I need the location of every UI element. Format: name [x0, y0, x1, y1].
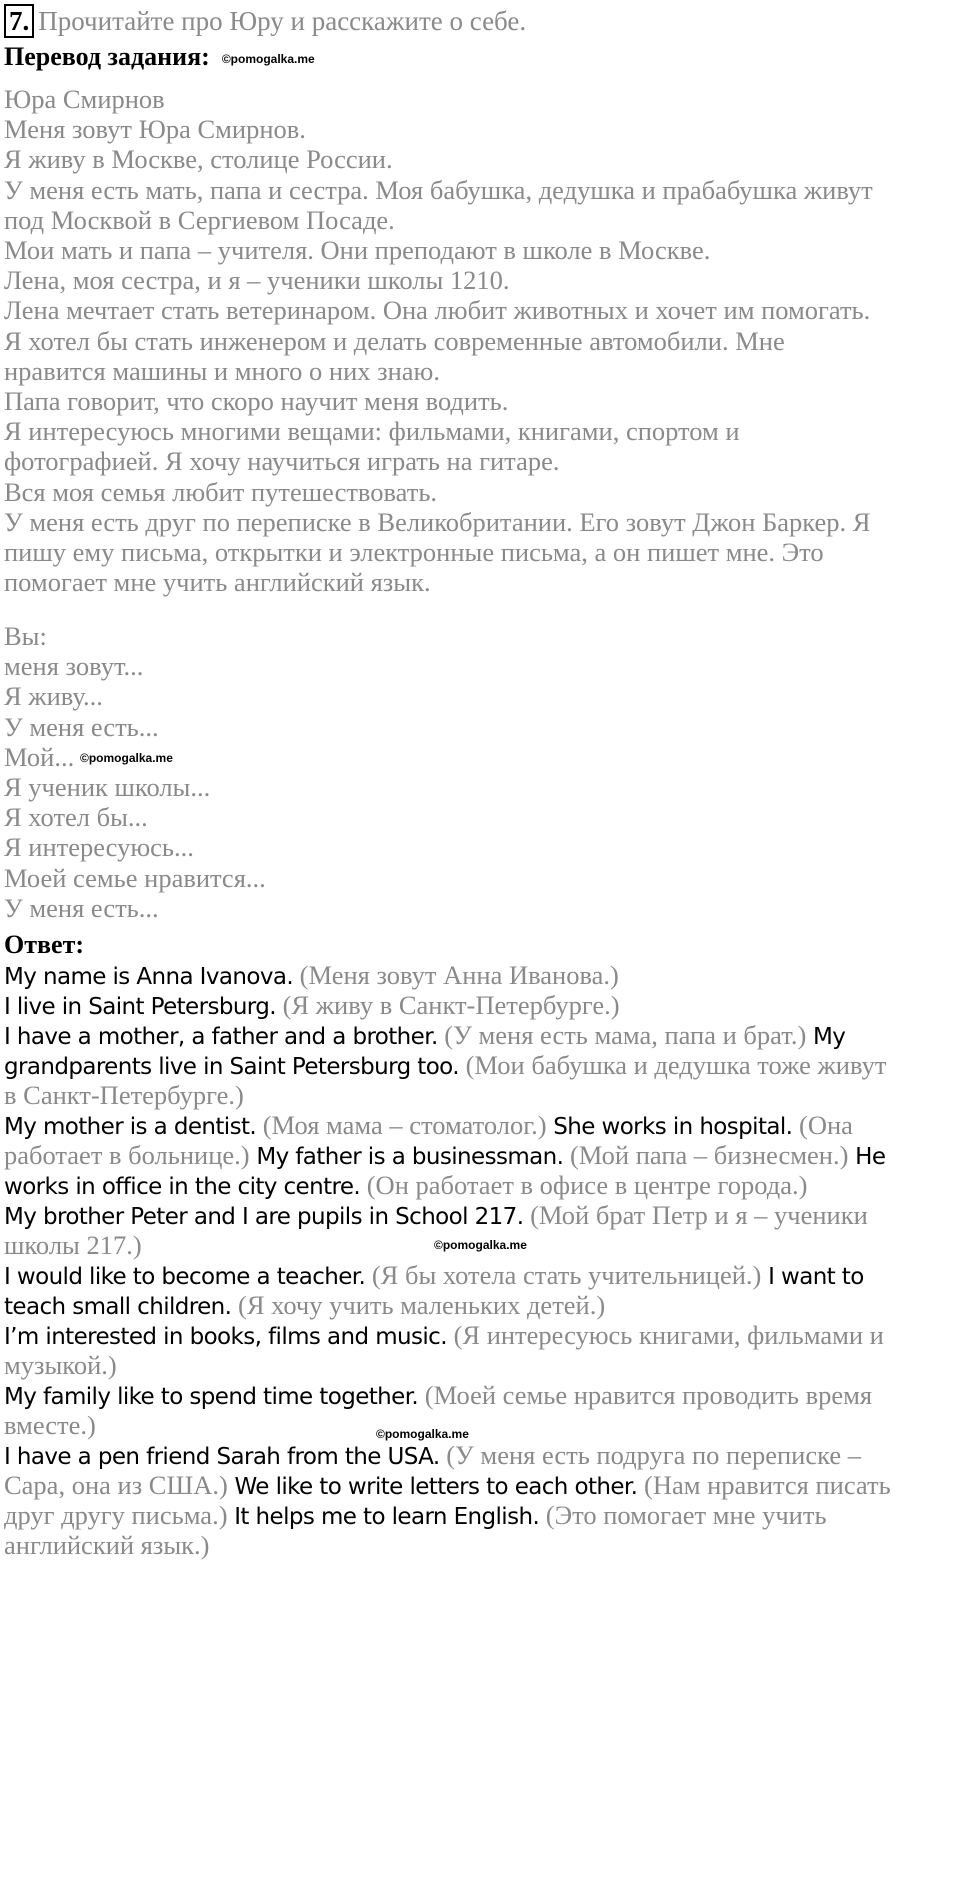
answer-line — [4, 960, 958, 990]
russian-translation-text: (Я хочу учить маленьких детей.) — [231, 1290, 606, 1320]
watermark: ©pomogalka.me — [434, 1238, 527, 1252]
story-line: У меня есть друг по переписке в Великобритании. Его зовут Джон Баркер. Я — [4, 506, 871, 537]
story-line: Папа говорит, что скоро научит меня водить. — [4, 386, 509, 417]
english-answer-text: I’m interested in books, films and music. — [4, 1324, 447, 1350]
prompt-line: Я хотел бы... — [4, 802, 148, 833]
english-answer-text: My mother is a dentist. — [4, 1114, 257, 1140]
russian-translation-text: (Моя мама – стоматолог.) — [256, 1110, 547, 1140]
english-answer-text: My brother Peter and I are pupils in School 217. — [4, 1204, 524, 1230]
english-answer-text: My family like to spend time together. — [4, 1384, 419, 1410]
answer-line — [4, 1260, 958, 1290]
russian-translation-text: вместе.) — [4, 1410, 96, 1440]
english-answer-text: teach small children. — [4, 1294, 232, 1320]
answer-line — [4, 1290, 958, 1320]
russian-translation-text: школы 217.) — [4, 1230, 142, 1260]
english-answer-text: My — [806, 1024, 846, 1050]
english-answer-text: I want to — [761, 1264, 864, 1290]
watermark: ©pomogalka.me — [221, 52, 315, 67]
you-prompts — [4, 621, 958, 923]
story-line: У меня есть мать, папа и сестра. Моя бабушка, дедушка и прабабушка живут — [4, 174, 873, 205]
answer-line — [4, 1050, 958, 1080]
story-line: фотографией. Я хочу научиться играть на гитаре. — [4, 446, 560, 477]
prompt-line: Я ученик школы... — [4, 772, 211, 803]
russian-translation-text: (Я живу в Санкт-Петербурге.) — [275, 990, 620, 1020]
answer-line — [4, 1110, 958, 1140]
story-line: Мои мать и папа – учителя. Они преподают в школе в Москве. — [4, 235, 711, 266]
russian-translation-text: в Санкт-Петербурге.) — [4, 1080, 244, 1110]
task-number-box: 7. — [4, 4, 34, 38]
english-answer-text: My name is Anna Ivanova. — [4, 964, 294, 990]
translation-heading: Перевод задания: — [4, 42, 210, 71]
story-line: Лена, моя сестра, и я – ученики школы 1210. — [4, 265, 510, 296]
task-header — [4, 4, 526, 38]
english-answer-text: My father is a businessman. — [249, 1144, 564, 1170]
answer-line — [4, 1470, 958, 1500]
translation-heading-line — [4, 42, 315, 72]
russian-translation-text: (У меня есть мама, папа и брат.) — [437, 1020, 807, 1050]
watermark: ©pomogalka.me — [80, 751, 173, 765]
story-line: Лена мечтает стать ветеринаром. Она любит животных и хочет им помогать. — [4, 295, 871, 326]
english-answer-text: I would like to become a teacher. — [4, 1264, 366, 1290]
english-answer-text: He — [848, 1144, 886, 1170]
answer-line — [4, 1200, 958, 1230]
russian-translation-text: (Мой папа – бизнесмен.) — [563, 1140, 849, 1170]
russian-translation-text: (Меня зовут Анна Иванова.) — [293, 960, 619, 990]
russian-translation-text: Сара, она из США.) — [4, 1470, 228, 1500]
english-answer-text: I have a mother, a father and a brother. — [4, 1024, 438, 1050]
prompt-line: меня зовут... — [4, 651, 144, 682]
russian-translation-text: музыкой.) — [4, 1350, 117, 1380]
story-line: Я живу в Москве, столице России. — [4, 144, 393, 175]
russian-translation-text: работает в больнице.) — [4, 1140, 250, 1170]
story-line: нравится машины и много о них знаю. — [4, 355, 440, 386]
prompt-line: Моей семье нравится... — [4, 862, 266, 893]
story-line: помогает мне учить английский язык. — [4, 567, 431, 598]
story-line: Вся моя семья любит путешествовать. — [4, 476, 438, 507]
prompt-line: Я интересуюсь... — [4, 832, 194, 863]
answer-line — [4, 1440, 958, 1470]
russian-translation-text: друг другу письма.) — [4, 1500, 228, 1530]
russian-translation-text: (Мой брат Петр и я – ученики — [523, 1200, 868, 1230]
russian-translation-text: (Я интересуюсь книгами, фильмами и — [446, 1320, 884, 1350]
english-answer-text: grandparents live in Saint Petersburg too. — [4, 1054, 459, 1080]
answer-heading: Ответ: — [4, 930, 85, 959]
story-line: Я хотел бы стать инженером и делать современные автомобили. Мне — [4, 325, 785, 356]
prompt-line: У меня есть... — [4, 711, 159, 742]
english-answer-text: She works in hospital. — [546, 1114, 793, 1140]
russian-translation-text: (Я бы хотела стать учительницей.) — [365, 1260, 762, 1290]
answer-line — [4, 1320, 958, 1350]
prompt-line: У меня есть... — [4, 892, 159, 923]
prompt-line: Я живу... — [4, 681, 103, 712]
answer-line — [4, 990, 958, 1020]
answer-line — [4, 1410, 958, 1440]
answer-line — [4, 1080, 958, 1110]
russian-translation-text: (У меня есть подруга по переписке – — [439, 1440, 861, 1470]
answer-line — [4, 1020, 958, 1050]
english-answer-text: It helps me to learn English. — [227, 1504, 540, 1530]
story-line: Меня зовут Юра Смирнов. — [4, 114, 306, 145]
english-answer-text: We like to write letters to each other. — [227, 1474, 638, 1500]
answer-line — [4, 1530, 958, 1560]
russian-translation-text: (Моей семье нравится проводить время — [418, 1380, 873, 1410]
answer-line — [4, 1350, 958, 1380]
answer-line — [4, 1500, 958, 1530]
answer-line — [4, 1170, 958, 1200]
answer-line — [4, 1380, 958, 1410]
story-line: Я интересуюсь многими вещами: фильмами, книгами, спортом и — [4, 416, 740, 447]
russian-translation-text: (Мои бабушка и дедушка тоже живут — [458, 1050, 887, 1080]
story-line: под Москвой в Сергиевом Посаде. — [4, 204, 395, 235]
russian-translation-text: (Нам нравится писать — [637, 1470, 891, 1500]
english-answer-text: I have a pen friend Sarah from the USA. — [4, 1444, 440, 1470]
story-line: пишу ему письма, открытки и электронные письма, а он пишет мне. Это — [4, 537, 824, 568]
russian-translation-text: английский язык.) — [4, 1530, 210, 1560]
russian-translation-text: (Это помогает мне учить — [539, 1500, 827, 1530]
prompt-line: Вы: — [4, 621, 47, 651]
story-text — [4, 84, 958, 597]
answer-text — [4, 960, 958, 1560]
english-answer-text: works in office in the city centre. — [4, 1174, 361, 1200]
russian-translation-text: (Он работает в офисе в центре города.) — [360, 1170, 808, 1200]
task-instruction: Прочитайте про Юру и расскажите о себе. — [38, 6, 527, 36]
prompt-line: Мой... — [4, 741, 75, 772]
english-answer-text: I live in Saint Petersburg. — [4, 994, 276, 1020]
watermark: ©pomogalka.me — [376, 1427, 469, 1441]
answer-line — [4, 1140, 958, 1170]
russian-translation-text: (Она — [792, 1110, 853, 1140]
story-line: Юра Смирнов — [4, 84, 165, 114]
